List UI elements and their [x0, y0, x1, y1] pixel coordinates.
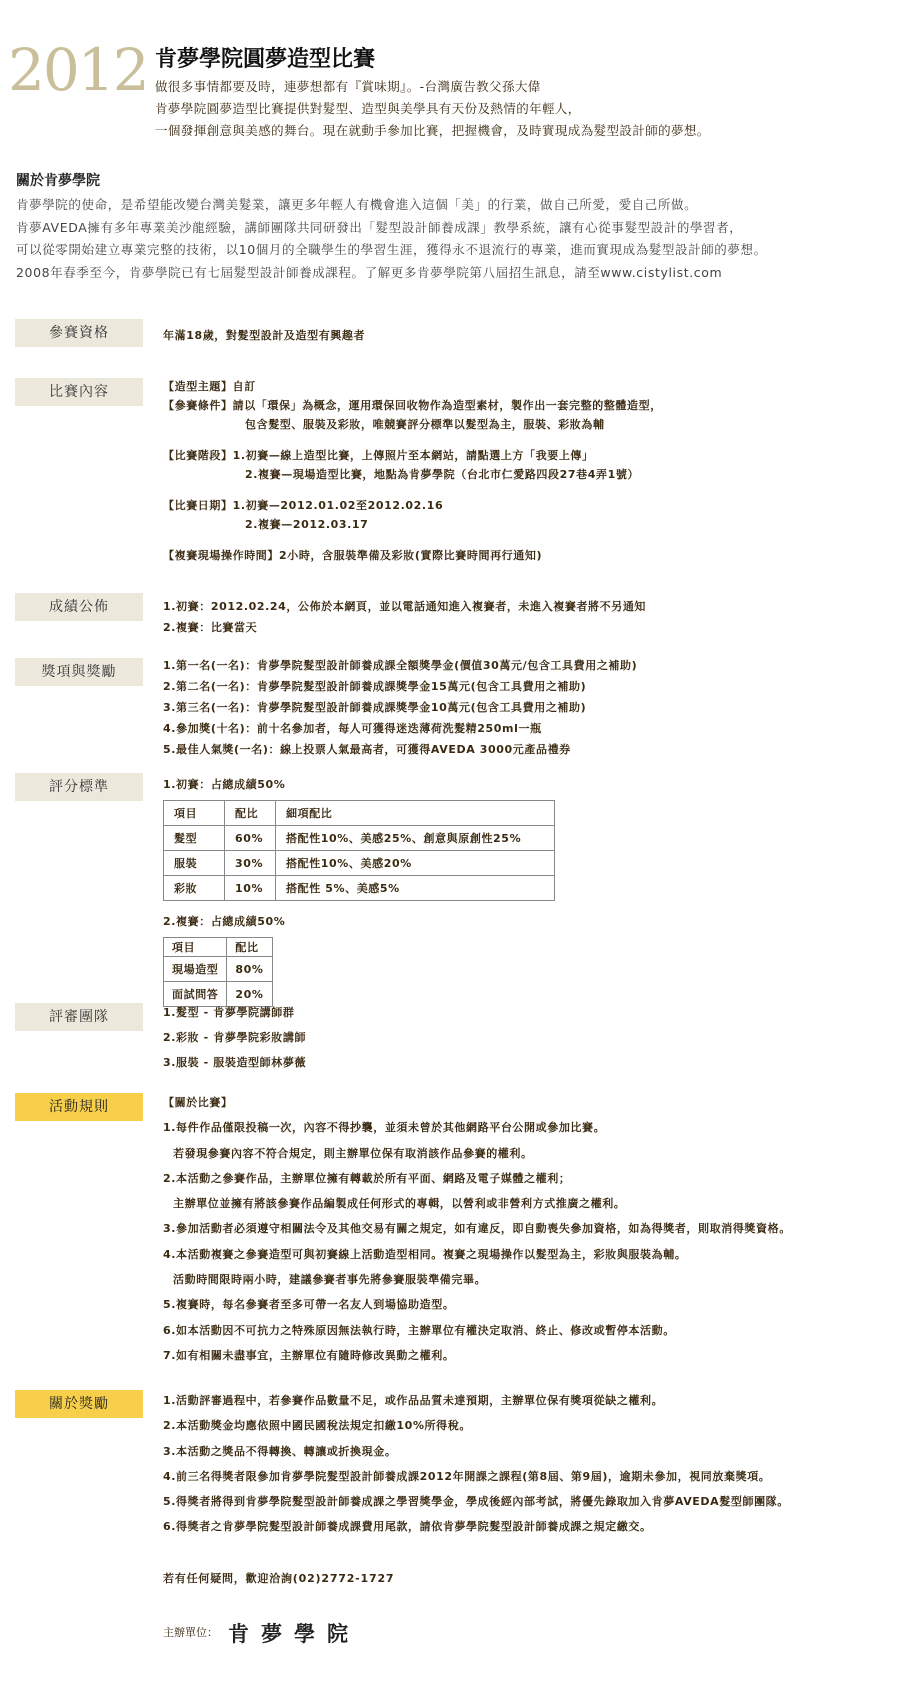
hero-intro — [155, 76, 710, 142]
rule-item: 5.複賽時，每名參賽者至多可帶一名友人到場協助造型。 — [163, 1298, 455, 1312]
table-cell: 搭配性 5%、美感5% — [276, 876, 555, 901]
about-line: 肯夢學院的使命，是希望能改變台灣美髮業，讓更多年輕人有機會進入這個「美」的行業，做自己所愛，愛自己所做。 — [16, 197, 698, 212]
final-score-table — [163, 937, 273, 1007]
about-title: 關於肯夢學院 — [16, 173, 100, 189]
table-row — [164, 957, 273, 982]
judges-list — [163, 1000, 306, 1075]
scoring-block — [163, 776, 555, 1007]
content-line: 2.複賽—2012.03.17 — [245, 518, 369, 531]
section-label-rules: 活動規則 — [15, 1093, 143, 1121]
table-header-cell: 細項配比 — [276, 801, 555, 826]
rule-item: 若發現參賽內容不符合規定，則主辦單位保有取消該作品參賽的權利。 — [173, 1146, 533, 1160]
final-title: 2.複賽：占總成績50% — [163, 915, 286, 928]
prize-item: 5.得獎者將得到肯夢學院髮型設計師養成課之學習獎學金，學成後經內部考試，將優先錄取加入肯夢AVEDA髮型師團隊。 — [163, 1495, 789, 1509]
table-header-row — [164, 801, 555, 826]
section-label-eligibility: 參賽資格 — [15, 319, 143, 347]
table-header-row — [164, 938, 273, 957]
rule-item: 4.本活動複賽之參賽造型可與初賽線上活動造型相同。複賽之現場操作以髮型為主，彩妝與服裝為輔。 — [163, 1247, 687, 1261]
rule-item: 活動時間限時兩小時，建議參賽者事先將參賽服裝準備完畢。 — [173, 1273, 487, 1287]
content-line: 【比賽日期】1.初賽—2012.01.02至2012.02.16 — [163, 499, 444, 512]
table-cell: 服裝 — [164, 851, 225, 876]
content-line: 【參賽條件】請以「環保」為概念，運用環保回收物作為造型素材，製作出一套完整的整體造型， — [163, 399, 662, 412]
prize-item: 1.活動評審過程中，若參賽作品數量不足，或作品品質未達預期，主辦單位保有獎項從缺之權利。 — [163, 1394, 664, 1407]
award-item: 2.第二名(一名)：肯夢學院髮型設計師養成課獎學金15萬元(包含工具費用之補助) — [163, 680, 587, 693]
section-label-judges: 評審團隊 — [15, 1003, 143, 1031]
results-line: 2.複賽：比賽當天 — [163, 621, 258, 634]
table-cell: 髮型 — [164, 826, 225, 851]
content-line: 【造型主題】自訂 — [163, 380, 256, 393]
prelim-title: 1.初賽：占總成績50% — [163, 778, 286, 791]
award-item: 3.第三名(一名)：肯夢學院髮型設計師養成課獎學金10萬元(包含工具費用之補助) — [163, 701, 587, 714]
table-header-cell: 配比 — [225, 801, 276, 826]
section-label-awards: 獎項與獎勵 — [15, 658, 143, 686]
about-line: 肯夢AVEDA擁有多年專業美沙龍經驗，講師團隊共同研發出「髮型設計師養成課」教學系統，讓有心從事髮型設計的學習者， — [16, 219, 743, 235]
table-row — [164, 826, 555, 851]
hero-line: 一個發揮創意與美感的舞台。現在就動手參加比賽，把握機會，及時實現成為髮型設計師的夢想。 — [155, 123, 710, 138]
table-cell: 面試問答 — [164, 982, 227, 1007]
hero-line: 肯夢學院圓夢造型比賽提供對髮型、造型與美學具有天份及熱情的年輕人， — [155, 101, 581, 116]
table-cell: 搭配性10%、美感25%、創意與原創性25% — [276, 826, 555, 851]
eligibility-text: 年滿18歲，對髮型設計及造型有興趣者 — [163, 329, 366, 342]
table-cell: 現場造型 — [164, 957, 227, 982]
awards-list — [163, 655, 637, 760]
sponsor-label: 主辦單位： — [163, 1626, 218, 1639]
section-label-results: 成績公佈 — [15, 593, 143, 621]
table-cell: 30% — [225, 851, 276, 876]
table-cell: 10% — [225, 876, 276, 901]
table-cell: 60% — [225, 826, 276, 851]
rule-item: 6.如本活動因不可抗力之特殊原因無法執行時，主辦單位有權決定取消、終止、修改或暫停本活動。 — [163, 1323, 675, 1337]
award-item: 4.參加獎(十名)：前十名參加者，每人可獲得迷迭薄荷洗髮精250ml一瓶 — [163, 722, 542, 735]
rule-item: 7.如有相關未盡事宜，主辦單位有隨時修改異動之權利。 — [163, 1348, 455, 1362]
judge-item: 2.彩妝 - 肯夢學院彩妝講師 — [163, 1031, 307, 1044]
content-details — [163, 377, 662, 565]
table-cell: 80% — [227, 957, 272, 982]
prize-item: 2.本活動獎金均應依照中國民國稅法規定扣繳10%所得稅。 — [163, 1419, 471, 1433]
judge-item: 3.服裝 - 服裝造型師林夢薇 — [163, 1056, 307, 1069]
content-line: 包含髮型、服裝及彩妝，唯競賽評分標準以髮型為主，服裝、彩妝為輔 — [245, 418, 605, 431]
content-line: 【比賽階段】1.初賽—線上造型比賽，上傳照片至本網站，請點選上方「我要上傳」 — [163, 449, 594, 462]
results-list — [163, 596, 646, 638]
rules-heading: 【關於比賽】 — [163, 1096, 233, 1109]
section-label-prizes: 關於獎勵 — [15, 1390, 143, 1418]
table-cell: 搭配性10%、美感20% — [276, 851, 555, 876]
prize-item: 4.前三名得獎者限參加肯夢學院髮型設計師養成課2012年開課之課程(第8屆、第9屆)，逾期未參加，視同放棄獎項。 — [163, 1469, 771, 1483]
year-heading: 2012 — [8, 36, 148, 104]
rule-item: 主辦單位並擁有將該參賽作品編製成任何形式的專輯，以營利或非營利方式推廣之權利。 — [173, 1197, 626, 1211]
sponsor-name: 肯夢學院 — [228, 1621, 360, 1646]
rule-item: 2.本活動之參賽作品，主辦單位擁有轉載於所有平面、網路及電子媒體之權利； — [163, 1171, 571, 1185]
rule-item: 3.參加活動者必須遵守相關法令及其他交易有關之規定，如有違反，即自動喪失參加資格，如為得獎者，則取消得獎資格。 — [163, 1222, 791, 1236]
section-label-scoring: 評分標準 — [15, 773, 143, 801]
content-line: 2.複賽—現場造型比賽，地點為肯夢學院（台北市仁愛路四段27巷4弄1號） — [245, 468, 640, 481]
table-header-cell: 配比 — [227, 938, 272, 957]
about-section — [16, 170, 767, 284]
rules-list — [163, 1090, 791, 1368]
content-line: 【複賽現場操作時間】2小時，含服裝準備及彩妝(實際比賽時間再行通知) — [163, 549, 543, 562]
table-row — [164, 876, 555, 901]
rule-item: 1.每件作品僅限投稿一次，內容不得抄襲，並須未曾於其他網路平台公開或參加比賽。 — [163, 1121, 606, 1135]
table-cell: 彩妝 — [164, 876, 225, 901]
hero-line: 做很多事情都要及時，連夢想都有『賞味期』。-台灣廣告教父孫大偉 — [155, 79, 541, 94]
about-line: 可以從零開始建立專業完整的技術，以10個月的全職學生的學習生涯，獲得永不退流行的專業，進而實現成為髮型設計師的夢想。 — [16, 242, 767, 257]
table-row — [164, 851, 555, 876]
contact-info: 若有任何疑問，歡迎洽詢(02)2772-1727 — [163, 1572, 395, 1585]
prizes-list — [163, 1388, 789, 1540]
table-header-cell: 項目 — [164, 938, 227, 957]
results-line: 1.初賽：2012.02.24，公佈於本網頁，並以電話通知進入複賽者，未進入複賽者將不另通知 — [163, 600, 647, 613]
prize-item: 6.得獎者之肯夢學院髮型設計師養成課費用尾款，請依肯夢學院髮型設計師養成課之規定繳交。 — [163, 1520, 652, 1534]
table-header-cell: 項目 — [164, 801, 225, 826]
sponsor-block — [163, 1618, 360, 1648]
prelim-score-table — [163, 800, 555, 901]
about-line: 2008年春季至今，肯夢學院已有七屆髮型設計師養成課程。了解更多肯夢學院第八屆招生訊息，請至www.cistylist.com — [16, 264, 723, 280]
award-item: 1.第一名(一名)：肯夢學院髮型設計師養成課全額獎學金(價值30萬元/包含工具費用之補助) — [163, 659, 638, 672]
table-cell: 20% — [227, 982, 272, 1007]
award-item: 5.最佳人氣獎(一名)：線上投票人氣最高者，可獲得AVEDA 3000元產品禮券 — [163, 743, 571, 756]
prize-item: 3.本活動之獎品不得轉換、轉讓或折換現金。 — [163, 1444, 397, 1458]
page-title: 肯夢學院圓夢造型比賽 — [155, 47, 376, 72]
section-label-content: 比賽內容 — [15, 378, 143, 406]
judge-item: 1.髮型 - 肯夢學院講師群 — [163, 1006, 295, 1019]
